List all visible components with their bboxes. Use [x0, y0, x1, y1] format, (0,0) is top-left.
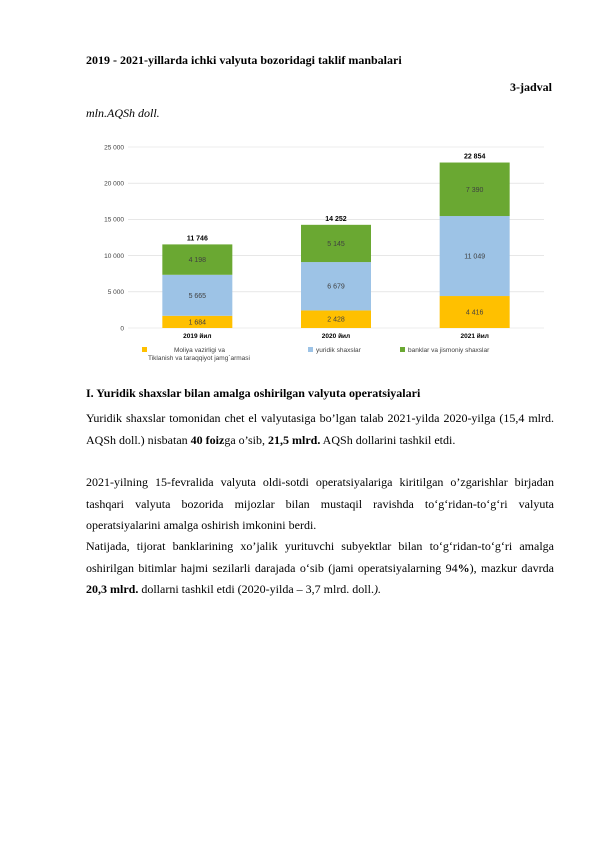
p3-bold-a: %: [457, 560, 470, 575]
p3-text-a: Natijada, tijorat banklarining xo’jalik yurituvchi subyektlar bilan to‘g‘ridan-to‘g‘ri amalga oshirilgan bitimlar hajmi sezilarli darajada o‘sib (jami operatsiyalarning 94: [86, 539, 554, 575]
unit-label: mln.AQSh doll.: [86, 106, 160, 120]
legend-label: banklar va jismoniy shaxslar: [408, 347, 490, 354]
paragraph-3: [86, 536, 554, 601]
y-tick-label: 15 000: [104, 216, 124, 224]
x-tick-label: 2019 йил: [183, 333, 212, 340]
data-label: 4 198: [188, 257, 207, 265]
data-label: 2 428: [327, 316, 345, 324]
chart-svg: [86, 136, 556, 376]
x-tick-label: 2021 йил: [460, 333, 489, 340]
section-heading: I. Yuridik shaxslar bilan amalga oshirilgan valyuta operatsiyalari: [86, 386, 421, 400]
paragraph-1: [86, 408, 554, 451]
p1-text-c: AQSh dollarini tashkil etdi.: [320, 432, 456, 447]
legend-label: Moliya vazirligi va: [174, 347, 225, 354]
data-label: 4 416: [465, 309, 484, 317]
data-label: 5 145: [327, 240, 345, 248]
paragraph-2: 2021-yilning 15-fevralida valyuta oldi-sotdi operatsiyalariga kiritilgan o’zgarishlar birjadan tashqari valyuta bozorida mijozlar bilan mustaqil ravishda to‘g‘ridan-to‘g‘ri valyuta operatsiyalarini amalga oshirish imkonini berdi.: [86, 475, 554, 532]
y-tick-label: 0: [120, 325, 124, 333]
total-label: 11 746: [186, 235, 208, 243]
total-label: 14 252: [325, 215, 347, 223]
y-tick-label: 10 000: [104, 252, 124, 260]
data-label: 11 049: [464, 253, 486, 261]
total-label: 22 854: [463, 153, 486, 161]
legend-swatch: [400, 347, 405, 352]
p1-text-b: ga o’sib,: [224, 432, 268, 447]
document-title: 2019 - 2021-yillarda ichki valyuta bozoridagi taklif manbalari: [86, 53, 402, 67]
p3-bold-b: 20,3 mlrd.: [86, 582, 139, 596]
legend-label: Tiklanish va taraqqiyot jamg`armasi: [148, 355, 250, 362]
y-tick-label: 20 000: [104, 180, 124, 188]
legend-label: yuridik shaxslar: [316, 347, 361, 354]
y-tick-label: 5 000: [107, 289, 124, 297]
data-label: 7 390: [465, 186, 484, 194]
data-label: 6 679: [327, 283, 345, 291]
x-tick-label: 2020 йил: [321, 333, 351, 340]
p3-text-c: dollarni tashkil etdi (2020-yilda – 3,7 mlrd. doll.: [138, 582, 374, 596]
y-tick-label: 25 000: [104, 144, 124, 152]
table-number: 3-jadval: [510, 80, 552, 94]
data-label: 1 684: [188, 319, 207, 327]
p1-bold-b: 21,5 mlrd.: [268, 432, 321, 447]
legend-swatch: [308, 347, 313, 352]
stacked-bar-chart: [86, 136, 556, 376]
legend-swatch: [142, 347, 147, 352]
p3-italic-d: ).: [373, 582, 381, 596]
p1-bold-a: 40 foiz: [190, 432, 225, 447]
p3-text-b: ), mazkur davrda: [469, 560, 554, 575]
p1-text-a: Yuridik shaxslar tomonidan chet el valyutasiga bo’lgan talab 2021-yilda 2020-yilga (15,4 mlrd. AQSh doll.) nisbatan: [86, 411, 554, 447]
data-label: 5 665: [188, 292, 207, 300]
